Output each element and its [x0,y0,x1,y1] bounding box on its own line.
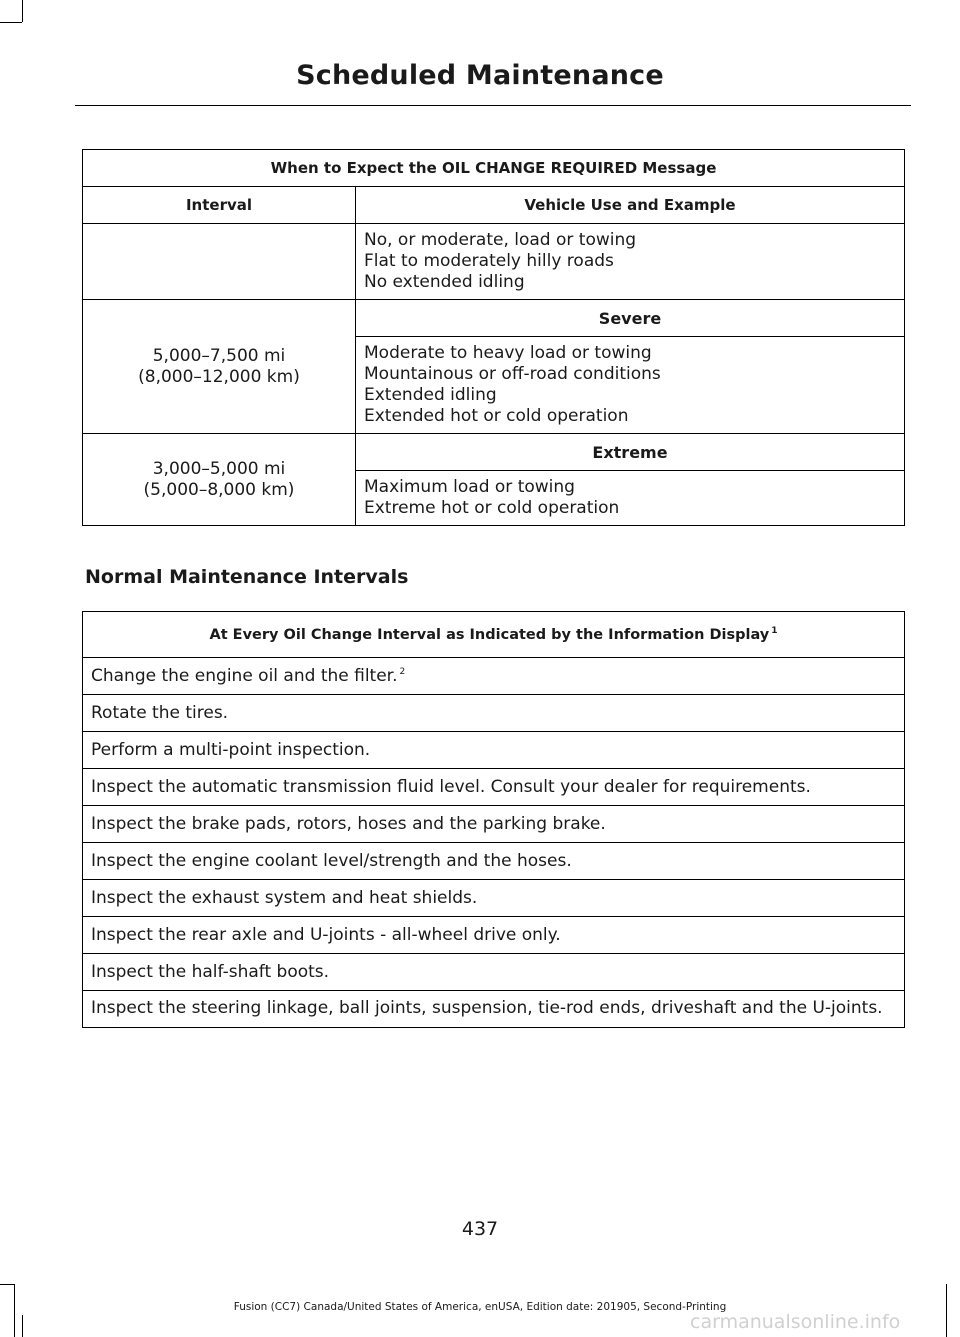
table-row [83,954,905,991]
use-line: No, or moderate, load or towing [364,230,637,250]
footnote-ref: 1 [771,625,778,636]
table-header-row [83,187,905,224]
task-cell: Inspect the steering linkage, ball joints, suspension, tie-rod ends, driveshaft and the U-joints. [83,991,905,1028]
watermark: carmanualsonline.info [690,1311,901,1333]
table-row [83,917,905,954]
page-number: 437 [461,1218,499,1240]
interval-miles: 5,000–7,500 mi [152,345,286,366]
extreme-label: Extreme [356,434,905,471]
use-line: Extended idling [364,385,497,405]
crop-mark [0,1284,14,1285]
interval-miles: 3,000–5,000 mi [152,458,286,479]
oil-change-message-table [82,149,905,526]
extreme-interval-cell [83,434,356,526]
table-row [83,224,905,300]
use-line: Moderate to heavy load or towing [364,343,652,363]
table-caption-row [83,612,905,658]
task-cell: Rotate the tires. [83,695,905,732]
crop-mark [22,1315,23,1337]
column-header-vehicle-use: Vehicle Use and Example [356,187,905,224]
task-cell: Inspect the brake pads, rotors, hoses and the parking brake. [83,806,905,843]
task-cell: Inspect the exhaust system and heat shields. [83,880,905,917]
section-heading: Normal Maintenance Intervals [85,566,409,588]
table-caption-row [83,150,905,187]
use-line: Flat to moderately hilly roads [364,251,614,271]
severe-interval-cell [83,300,356,434]
interval-cell-empty [83,224,356,300]
table-row [83,695,905,732]
table-caption [83,612,905,658]
table-caption: When to Expect the OIL CHANGE REQUIRED Message [83,150,905,187]
table-row [83,658,905,695]
table-row [83,991,905,1028]
interval-km: (8,000–12,000 km) [138,366,300,387]
column-header-interval: Interval [83,187,356,224]
table-row [83,434,905,471]
table-row [83,806,905,843]
severe-label: Severe [356,300,905,337]
task-text: Change the engine oil and the filter. [91,665,398,686]
footer-edition-info: Fusion (CC7) Canada/United States of America, enUSA, Edition date: 201905, Second-Printing [233,1301,727,1313]
task-cell: Perform a multi-point inspection. [83,732,905,769]
use-line: Extreme hot or cold operation [364,498,620,518]
caption-text: At Every Oil Change Interval as Indicated by the Information Display [209,626,770,643]
table-row [83,769,905,806]
page-title: Scheduled Maintenance [296,60,664,91]
severe-use-cell [356,337,905,434]
title-divider [75,105,911,106]
normal-use-cell [356,224,905,300]
task-cell: Inspect the engine coolant level/strength and the hoses. [83,843,905,880]
task-cell: Inspect the rear axle and U-joints - all-wheel drive only. [83,917,905,954]
use-line: No extended idling [364,272,525,292]
table-row [83,300,905,337]
table-row [83,880,905,917]
interval-km: (5,000–8,000 km) [143,479,295,500]
table-row [83,732,905,769]
use-line: Maximum load or towing [364,477,575,497]
use-line: Mountainous or off-road conditions [364,364,661,384]
task-cell: Inspect the half-shaft boots. [83,954,905,991]
footnote-ref: 2 [399,666,406,677]
use-line: Extended hot or cold operation [364,406,629,426]
crop-mark [22,0,23,22]
crop-mark [0,22,22,23]
extreme-use-cell [356,471,905,526]
table-row [83,843,905,880]
task-cell [83,658,905,695]
maintenance-table [82,611,905,1028]
task-cell: Inspect the automatic transmission fluid level. Consult your dealer for requirements. [83,769,905,806]
